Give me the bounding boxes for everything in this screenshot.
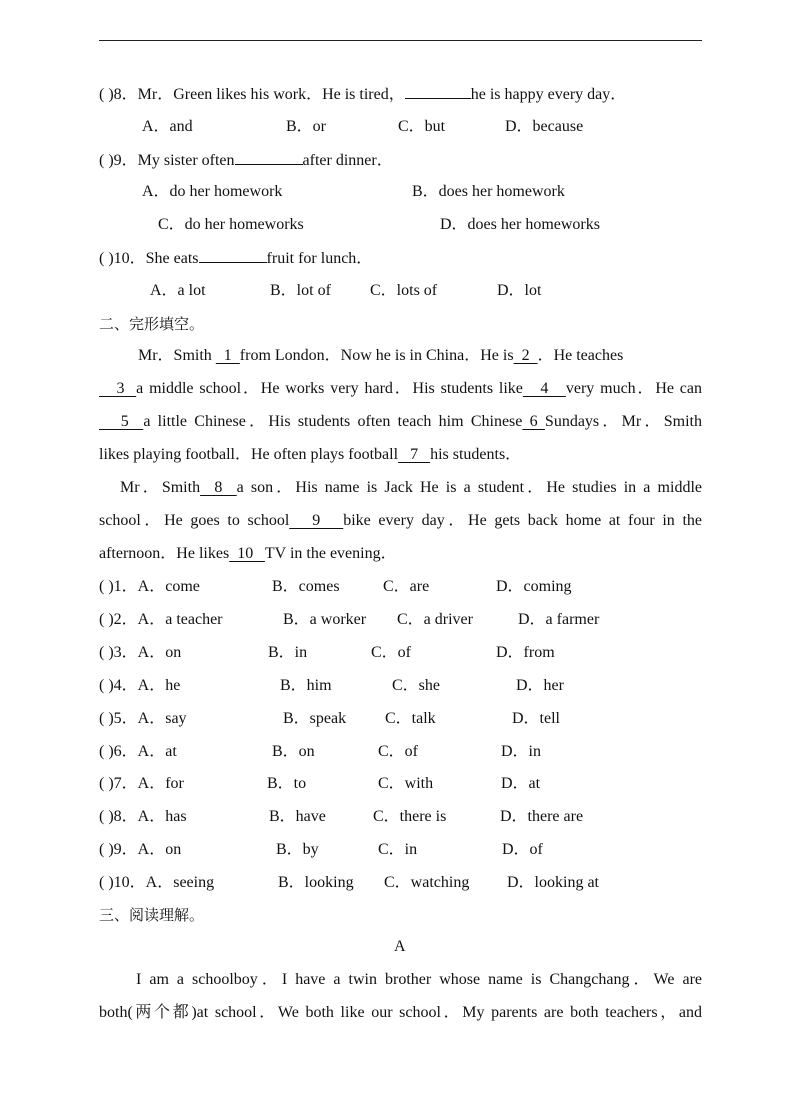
cloze-text: likes playing football．He often plays football <box>99 446 399 463</box>
passage-line-2: both(两个都)at school．We both like our school．My parents are both teachers，and <box>99 1004 702 1021</box>
q8-option-d: D．because <box>505 118 584 135</box>
cloze-q7-option-d: D．at <box>501 775 541 792</box>
q9-stem-end: after dinner． <box>302 152 393 169</box>
cloze-text: from London．Now he is in China．He is <box>239 347 514 364</box>
q9-option-a: A．do her homework <box>142 183 283 200</box>
cloze-q5-option-d: D．tell <box>512 710 560 727</box>
q9-option-d: D．does her homeworks <box>440 216 600 233</box>
cloze-q4-option-b: B．him <box>280 677 332 694</box>
cloze-text: bike every day．He gets back home at four in the <box>343 512 703 529</box>
cloze-q2-option-d: D．a farmer <box>518 611 600 628</box>
cloze-blank-2: 2 <box>513 347 538 364</box>
cloze-q8-option-c: C．there is <box>373 808 447 825</box>
q9-option-c: C．do her homeworks <box>158 216 304 233</box>
question-9 <box>99 150 393 171</box>
cloze-q8-option-d: D．there are <box>500 808 584 825</box>
cloze-q4-option-a: ( )4．A．he <box>99 677 181 694</box>
cloze-text: Sundays．Mr．Smith <box>544 413 702 430</box>
cloze-q9-option-b: B．by <box>276 841 319 858</box>
header-rule <box>99 40 702 41</box>
passage-title: A <box>394 938 406 955</box>
cloze-q10-option-d: D．looking at <box>507 874 599 891</box>
question-10 <box>99 248 372 269</box>
cloze-text: his students． <box>430 446 522 463</box>
cloze-p1-line3 <box>99 412 702 432</box>
cloze-p1-line4 <box>99 445 521 465</box>
cloze-q10-option-b: B．looking <box>278 874 354 891</box>
cloze-q4-option-c: C．she <box>392 677 441 694</box>
cloze-q9-option-a: ( )9．A．on <box>99 841 182 858</box>
q10-option-c: C．lots of <box>370 282 438 299</box>
cloze-q5-option-b: B．speak <box>283 710 347 727</box>
cloze-text: TV in the evening． <box>264 545 397 562</box>
cloze-q6-option-b: B．on <box>272 743 315 760</box>
q8-option-b: B．or <box>286 118 327 135</box>
cloze-blank-6: 6 <box>522 413 545 430</box>
cloze-text: Mr．Smith <box>138 347 216 364</box>
cloze-text: very much．He can <box>565 380 703 397</box>
cloze-q10-option-a: ( )10．A．seeing <box>99 874 215 891</box>
cloze-blank-4: 4 <box>522 380 566 397</box>
cloze-q2-option-b: B．a worker <box>283 611 367 628</box>
cloze-q7-option-c: C．with <box>378 775 434 792</box>
cloze-q3-option-b: B．in <box>268 644 308 661</box>
cloze-text: school．He goes to school <box>99 512 290 529</box>
q10-stem-start: ( )10．She eats <box>99 250 199 267</box>
q9-option-b: B．does her homework <box>412 183 565 200</box>
q10-option-d: D．lot <box>497 282 542 299</box>
q9-stem-start: ( )9．My sister often <box>99 152 235 169</box>
cloze-q8-option-a: ( )8．A．has <box>99 808 187 825</box>
cloze-p1-line2 <box>99 379 702 399</box>
cloze-q2-option-c: C．a driver <box>397 611 473 628</box>
cloze-blank-9: 9 <box>289 512 344 529</box>
cloze-q4-option-d: D．her <box>516 677 564 694</box>
cloze-text: a son．His name is Jack He is a student．He studies in a middle <box>236 479 702 496</box>
cloze-blank-8: 8 <box>200 479 237 496</box>
q10-stem-end: fruit for lunch． <box>266 250 373 267</box>
cloze-q7-option-a: ( )7．A．for <box>99 775 184 792</box>
cloze-q6-option-d: D．in <box>501 743 542 760</box>
cloze-blank-7: 7 <box>398 446 431 463</box>
cloze-p2-line2 <box>99 511 702 531</box>
cloze-q1-option-a: ( )1．A．come <box>99 578 200 595</box>
q10-option-a: A．a lot <box>150 282 206 299</box>
cloze-blank-3: 3 <box>99 380 137 397</box>
cloze-q3-option-c: C．of <box>371 644 412 661</box>
cloze-q1-option-c: C．are <box>383 578 430 595</box>
q8-stem-start: ( )8．Mr．Green likes his work．He is tired， <box>99 86 405 103</box>
cloze-q3-option-a: ( )3．A．on <box>99 644 182 661</box>
passage-line-1: I am a schoolboy．I have a twin brother whose name is Changchang．We are <box>136 971 702 988</box>
cloze-text: afternoon．He likes <box>99 545 230 562</box>
cloze-q2-option-a: ( )2．A．a teacher <box>99 611 223 628</box>
cloze-q1-option-b: B．comes <box>272 578 340 595</box>
cloze-p2-line1 <box>120 478 702 498</box>
cloze-text: ．He teaches <box>537 347 624 364</box>
cloze-q9-option-d: D．of <box>502 841 543 858</box>
cloze-q5-option-c: C．talk <box>385 710 436 727</box>
q10-answer-blank[interactable] <box>199 248 267 263</box>
cloze-q6-option-a: ( )6．A．at <box>99 743 177 760</box>
q8-option-c: C．but <box>398 118 446 135</box>
cloze-text: a middle school．He works very hard．His students like <box>136 380 523 397</box>
cloze-blank-1: 1 <box>215 347 240 364</box>
cloze-blank-5: 5 <box>99 413 144 430</box>
q10-option-b: B．lot of <box>270 282 331 299</box>
cloze-q6-option-c: C．of <box>378 743 419 760</box>
cloze-text: a little Chinese．His students often teach him Chinese <box>143 413 523 430</box>
cloze-q9-option-c: C．in <box>378 841 418 858</box>
cloze-q10-option-c: C．watching <box>384 874 470 891</box>
section-3-heading: 三、阅读理解。 <box>99 906 205 924</box>
question-8 <box>99 84 626 105</box>
cloze-q1-option-d: D．coming <box>496 578 572 595</box>
section-2-heading: 二、完形填空。 <box>99 315 205 333</box>
q8-answer-blank[interactable] <box>405 84 471 99</box>
q9-answer-blank[interactable] <box>235 150 303 165</box>
cloze-q7-option-b: B．to <box>267 775 307 792</box>
cloze-q5-option-a: ( )5．A．say <box>99 710 187 727</box>
cloze-q3-option-d: D．from <box>496 644 555 661</box>
q8-stem-end: he is happy every day． <box>470 86 627 103</box>
cloze-p1-line1 <box>138 346 623 366</box>
q8-option-a: A．and <box>142 118 193 135</box>
cloze-q8-option-b: B．have <box>269 808 326 825</box>
cloze-blank-10: 10 <box>229 545 265 562</box>
cloze-text: Mr．Smith <box>120 479 201 496</box>
cloze-p2-line3 <box>99 544 397 564</box>
